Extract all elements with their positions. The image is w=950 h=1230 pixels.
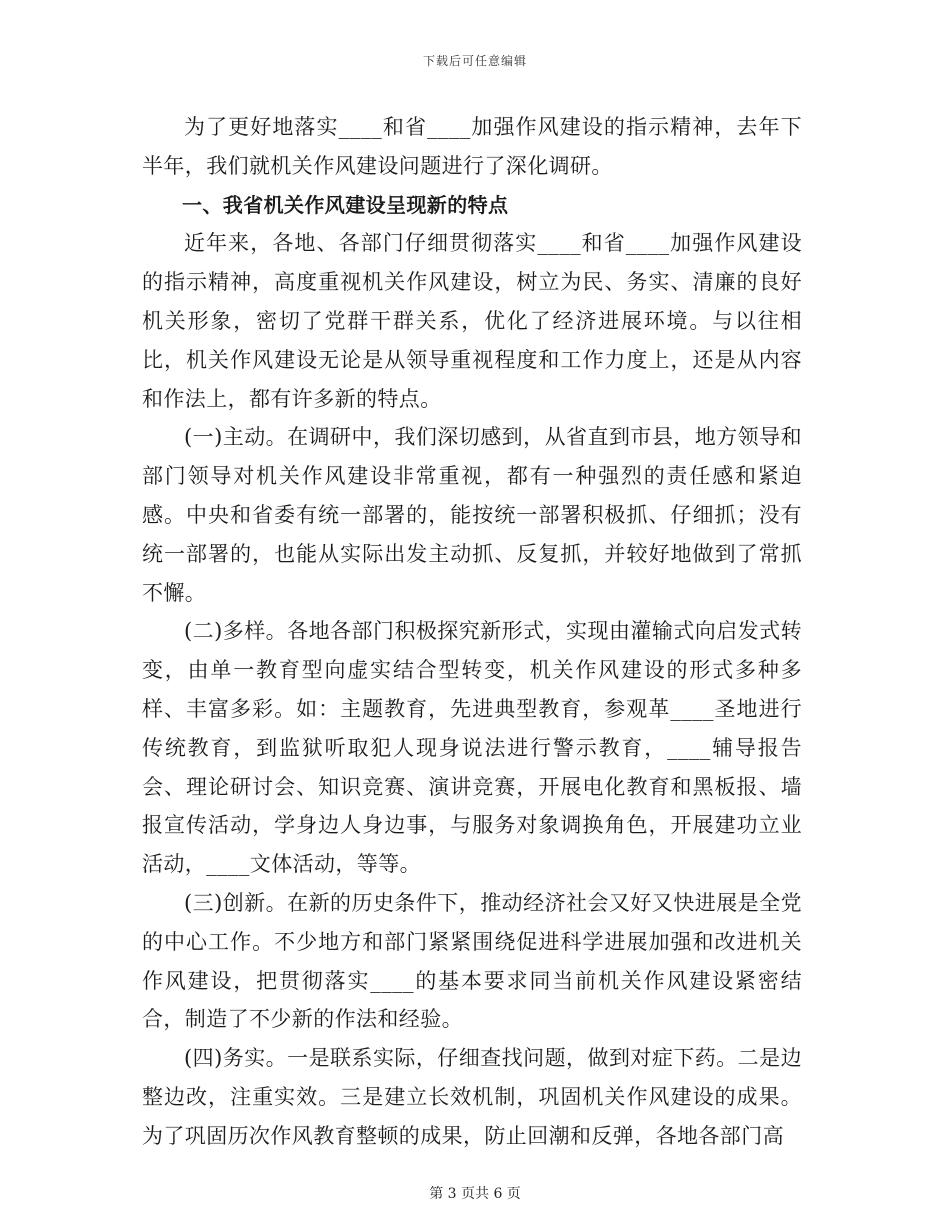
page-number: 第 3 页共 6 页: [429, 1186, 521, 1202]
paragraph-point-3: (三)创新。在新的历史条件下，推动经济社会又好又快进展是全党的中心工作。不少地方和部门紧紧围绕促进科学进展加强和改进机关作风建设，把贯彻落实____的基本要求同当前机关作风建设紧密结合，制造了不少新的作法和经验。: [142, 890, 802, 1032]
page-header-note: 下载后可任意编辑: [422, 54, 527, 68]
paragraph-intro: 为了更好地落实____和省____加强作风建设的指示精神，去年下半年，我们就机关作风建设问题进行了深化调研。: [142, 115, 802, 178]
paragraph-point-1: (一)主动。在调研中，我们深切感到，从省直到市县，地方领导和部门领导对机关作风建设非常重视，都有一种强烈的责任感和紧迫感。中央和省委有统一部署的，能按统一部署积极抓、仔细抓；没有统一部署的，也能从实际出发主动抓、反复抓，并较好地做到了常抓不懈。: [142, 425, 802, 605]
section-heading: 一、我省机关作风建设呈现新的特点: [182, 192, 509, 217]
paragraph-point-4: (四)务实。一是联系实际，仔细查找问题，做到对症下药。二是边整边改，注重实效。三是建立长效机制，巩固机关作风建设的成果。为了巩固历次作风教育整顿的成果，防止回潮和反弹，各地各部门高: [142, 1046, 802, 1148]
paragraph-overview: 近年来，各地、各部门仔细贯彻落实____和省____加强作风建设的指示精神，高度重视机关作风建设，树立为民、务实、清廉的良好机关形象，密切了党群干群关系，优化了经济进展环境。与以往相比，机关作风建设无论是从领导重视程度和工作力度上，还是从内容和作法上，都有许多新的特点。: [142, 231, 802, 411]
paragraph-point-2: (二)多样。各地各部门积极探究新形式，实现由灌输式向启发式转变，由单一教育型向虚实结合型转变，机关作风建设的形式多种多样、丰富多彩。如：主题教育，先进典型教育，参观革____圣地进行传统教育，到监狱听取犯人现身说法进行警示教育，____辅导报告会、理论研讨会、知识竞赛、演讲竞赛，开展电化教育和黑板报、墙报宣传活动，学身边人身边事，与服务对象调换角色，开展建功立业活动，____文体活动，等等。: [142, 619, 802, 877]
document-body: [142, 108, 802, 1156]
